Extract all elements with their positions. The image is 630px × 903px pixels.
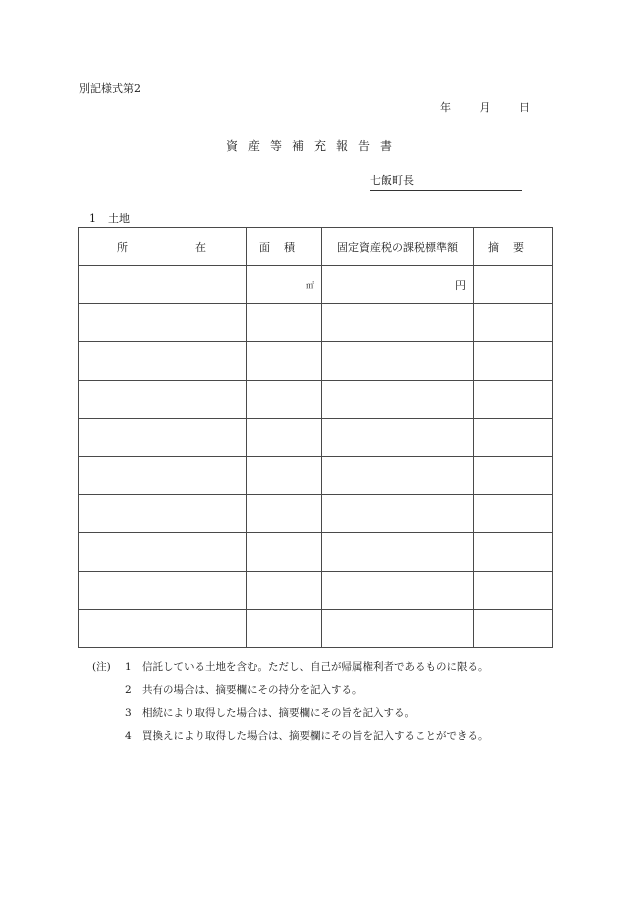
note-item (92, 656, 489, 679)
cell-tax-value[interactable] (322, 571, 474, 609)
cell-area[interactable] (247, 533, 322, 571)
cell-location[interactable] (79, 456, 247, 494)
header-remarks: 摘要 (474, 228, 553, 266)
cell-location[interactable] (79, 571, 247, 609)
cell-location[interactable] (79, 342, 247, 380)
table-row (79, 571, 553, 609)
cell-tax-value[interactable] (322, 495, 474, 533)
cell-location[interactable] (79, 609, 247, 647)
cell-tax-value[interactable] (322, 456, 474, 494)
note-text: 相続により取得した場合は、摘要欄にその旨を記入する。 (142, 707, 415, 719)
table-row (79, 495, 553, 533)
cell-remarks[interactable] (474, 266, 553, 304)
table-row (79, 418, 553, 456)
note-item (92, 679, 489, 702)
note-item (92, 702, 489, 725)
notes-lead: (注) (92, 661, 111, 673)
section-heading (89, 210, 130, 226)
table-row (79, 266, 553, 304)
cell-area[interactable] (247, 571, 322, 609)
land-table (78, 227, 553, 648)
cell-area[interactable] (247, 266, 322, 304)
cell-location[interactable] (79, 418, 247, 456)
table-row (79, 609, 553, 647)
cell-location[interactable] (79, 533, 247, 571)
notes (92, 656, 489, 748)
cell-location[interactable] (79, 495, 247, 533)
cell-area[interactable] (247, 304, 322, 342)
date-line (440, 99, 530, 115)
cell-remarks[interactable] (474, 495, 553, 533)
cell-tax-value[interactable] (322, 418, 474, 456)
cell-area[interactable] (247, 380, 322, 418)
header-area: 面積 (247, 228, 322, 266)
header-tax-value: 固定資産税の課税標準額 (322, 228, 474, 266)
cell-location[interactable] (79, 380, 247, 418)
cell-location[interactable] (79, 266, 247, 304)
note-text: 共有の場合は、摘要欄にその持分を記入する。 (142, 684, 363, 696)
note-number: 1 (125, 661, 132, 673)
area-unit: ㎡ (306, 281, 314, 291)
cell-area[interactable] (247, 609, 322, 647)
cell-remarks[interactable] (474, 304, 553, 342)
date-month-label: 月 (479, 101, 491, 114)
table-row (79, 342, 553, 380)
cell-tax-value[interactable] (322, 342, 474, 380)
table-row (79, 533, 553, 571)
cell-area[interactable] (247, 342, 322, 380)
header-location-right: 在 (195, 240, 206, 254)
cell-remarks[interactable] (474, 533, 553, 571)
cell-tax-value[interactable] (322, 533, 474, 571)
section-label: 土地 (108, 212, 130, 225)
table-row (79, 304, 553, 342)
cell-remarks[interactable] (474, 342, 553, 380)
cell-area[interactable] (247, 456, 322, 494)
table-row (79, 456, 553, 494)
cell-remarks[interactable] (474, 571, 553, 609)
cell-remarks[interactable] (474, 380, 553, 418)
date-day-label: 日 (519, 101, 530, 114)
cell-remarks[interactable] (474, 609, 553, 647)
cell-remarks[interactable] (474, 418, 553, 456)
note-item (92, 725, 489, 748)
note-text: 買換えにより取得した場合は、摘要欄にその旨を記入することができる。 (142, 730, 489, 742)
header-location (79, 228, 247, 266)
cell-tax-value[interactable] (322, 304, 474, 342)
table-header-row (79, 228, 553, 266)
note-number: 4 (125, 730, 132, 742)
cell-tax-value[interactable] (322, 380, 474, 418)
table-row (79, 380, 553, 418)
document-title: 資産等補充報告書 (226, 139, 403, 153)
addressee: 七飯町長 (370, 172, 522, 191)
form-number: 別記様式第2 (79, 82, 141, 95)
section-number: 1 (89, 212, 96, 225)
cell-remarks[interactable] (474, 456, 553, 494)
date-year-label: 年 (440, 101, 451, 114)
cell-tax-value[interactable] (322, 609, 474, 647)
note-text: 信託している土地を含む。ただし、自己が帰属権利者であるものに限る。 (142, 661, 489, 673)
cell-area[interactable] (247, 495, 322, 533)
cell-location[interactable] (79, 304, 247, 342)
cell-area[interactable] (247, 418, 322, 456)
note-number: 2 (125, 684, 132, 696)
tax-value-unit: 円 (455, 278, 466, 292)
note-number: 3 (125, 707, 132, 719)
header-location-left: 所 (117, 240, 128, 254)
cell-tax-value[interactable] (322, 266, 474, 304)
